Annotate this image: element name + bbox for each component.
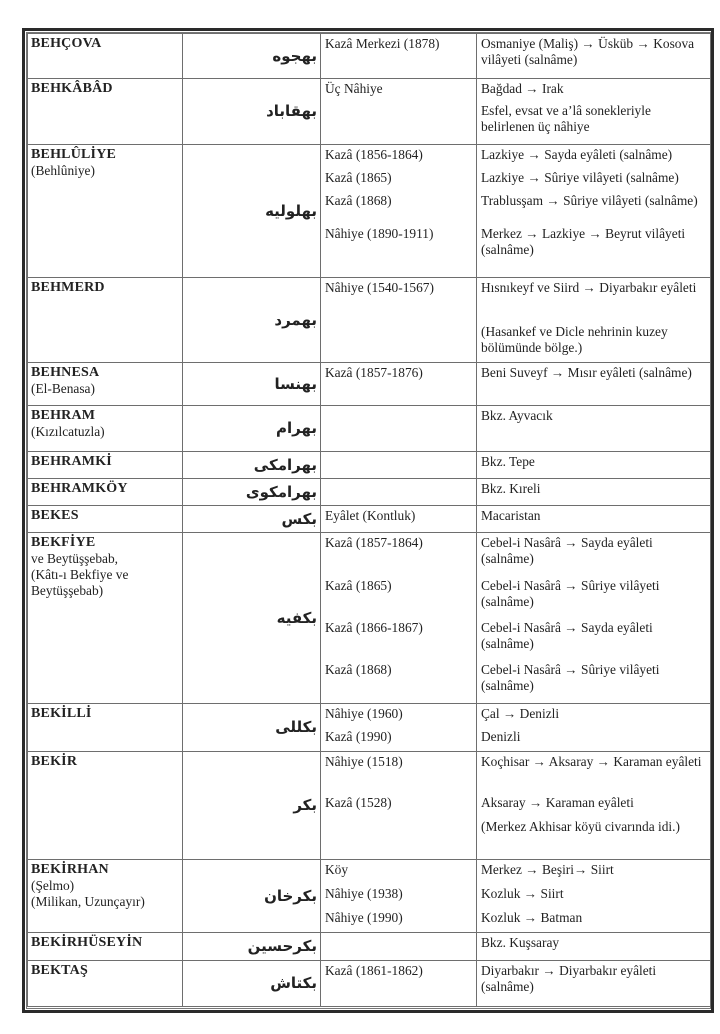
entry-name: BEHMERD bbox=[31, 280, 105, 295]
admin-status bbox=[321, 406, 476, 451]
entry-name: BEKFİYE bbox=[31, 535, 96, 550]
ottoman-name: بهرامكوى bbox=[245, 482, 317, 501]
location-cell bbox=[477, 79, 711, 145]
table-row bbox=[28, 752, 711, 860]
admin-status-cell bbox=[321, 79, 477, 145]
admin-status: Kazâ (1865) bbox=[325, 170, 392, 185]
entry-name-cell bbox=[28, 34, 183, 79]
location-cell bbox=[477, 34, 711, 79]
admin-status-cell bbox=[321, 961, 477, 1007]
location-description: Merkez → Beşiri→ Siirt bbox=[481, 862, 614, 877]
location-description: Bkz. Ayvacık bbox=[481, 408, 553, 423]
admin-status: Kazâ (1865) bbox=[325, 578, 392, 593]
entry-alternate-name: (Kâtı-ı Bekfiye ve Beytüşşebab) bbox=[31, 567, 129, 598]
location-cell bbox=[477, 145, 711, 278]
admin-status bbox=[321, 452, 476, 478]
entry-name: BEHRAMKİ bbox=[31, 454, 112, 469]
table-row bbox=[28, 533, 711, 704]
admin-status-cell bbox=[321, 533, 477, 704]
ottoman-name-cell bbox=[183, 363, 321, 406]
location-description: (Hasankef ve Dicle nehrinin kuzey bölümünde bölge.) bbox=[481, 324, 668, 355]
admin-status: Köy bbox=[325, 862, 349, 877]
location-description: Denizli bbox=[481, 729, 521, 744]
location-description: Cebel-i Nasârâ → Sayda eyâleti (salnâme) bbox=[481, 620, 653, 651]
admin-status-cell bbox=[321, 704, 477, 752]
entry-name: BEHLÛLİYE bbox=[31, 147, 117, 162]
ottoman-name-cell bbox=[183, 933, 321, 961]
admin-status-cell bbox=[321, 452, 477, 479]
entry-alternate-name: (Şelmo) bbox=[31, 878, 75, 893]
table-row bbox=[28, 278, 711, 363]
entry-name-cell bbox=[28, 452, 183, 479]
location-description: Lazkiye → Sayda eyâleti (salnâme) bbox=[481, 147, 673, 162]
location-description: Macaristan bbox=[481, 508, 541, 523]
entry-name-cell bbox=[28, 961, 183, 1007]
ottoman-name: بكتاش bbox=[270, 974, 317, 992]
ottoman-name-cell bbox=[183, 506, 321, 533]
admin-status: Kazâ (1866-1867) bbox=[325, 620, 423, 635]
location-description: Hısnıkeyf ve Siird → Diyarbakır eyâleti bbox=[481, 280, 697, 295]
table-row bbox=[28, 363, 711, 406]
location-cell bbox=[477, 278, 711, 363]
ottoman-name: بهرام bbox=[275, 419, 317, 437]
entry-alternate-name: (Behlûniye) bbox=[31, 163, 95, 178]
admin-status: Kazâ Merkezi (1878) bbox=[325, 36, 440, 51]
ottoman-name: بكللى bbox=[275, 718, 317, 736]
admin-status-cell bbox=[321, 145, 477, 278]
location-description: Bkz. Kıreli bbox=[481, 481, 541, 496]
entry-name-cell bbox=[28, 278, 183, 363]
ottoman-name-cell bbox=[183, 961, 321, 1007]
admin-status: Kazâ (1868) bbox=[325, 193, 392, 208]
table-row bbox=[28, 79, 711, 145]
ottoman-name: بهمرد bbox=[274, 310, 317, 329]
ottoman-name: بكرخان bbox=[264, 886, 317, 905]
table-row bbox=[28, 34, 711, 79]
location-description: Esfel, evsat ve a’lâ sonekleriyle belirlenen üç nâhiye bbox=[481, 103, 651, 134]
location-cell bbox=[477, 860, 711, 933]
location-description: Osmaniye (Maliş) → Üsküb → Kosova vilâyeti (salnâme) bbox=[481, 36, 695, 67]
entry-name-cell bbox=[28, 752, 183, 860]
location-description: Diyarbakır → Diyarbakır eyâleti (salnâme) bbox=[481, 963, 657, 994]
entry-name-cell bbox=[28, 704, 183, 752]
table-row bbox=[28, 145, 711, 278]
location-description: Aksaray → Karaman eyâleti bbox=[481, 795, 634, 810]
ottoman-name: بهقاباد bbox=[266, 102, 317, 120]
admin-status: Kazâ (1856-1864) bbox=[325, 147, 423, 162]
ottoman-name-cell bbox=[183, 278, 321, 363]
admin-status-cell bbox=[321, 406, 477, 452]
admin-status: Kazâ (1861-1862) bbox=[325, 963, 423, 978]
admin-status-cell bbox=[321, 278, 477, 363]
ottoman-name-cell bbox=[183, 145, 321, 278]
admin-status bbox=[321, 479, 476, 505]
admin-status-cell bbox=[321, 34, 477, 79]
location-cell bbox=[477, 961, 711, 1007]
ottoman-name: بهجوه bbox=[272, 46, 317, 65]
entry-name: BEHRAM bbox=[31, 408, 96, 423]
location-description: Koçhisar → Aksaray → Karaman eyâleti bbox=[481, 754, 702, 769]
admin-status: Nâhiye (1540-1567) bbox=[325, 280, 434, 295]
ottoman-name-cell bbox=[183, 704, 321, 752]
admin-status: Kazâ (1990) bbox=[325, 729, 392, 744]
entry-name: BEHKÂBÂD bbox=[31, 81, 113, 96]
table-body bbox=[28, 34, 711, 1007]
entry-alternate-name: (El-Benasa) bbox=[31, 381, 95, 396]
admin-status-cell bbox=[321, 933, 477, 961]
entry-name: BEHRAMKÖY bbox=[31, 481, 128, 496]
admin-status-cell bbox=[321, 860, 477, 933]
admin-status bbox=[321, 933, 476, 960]
admin-status bbox=[321, 322, 476, 362]
table-row bbox=[28, 860, 711, 933]
entry-name-cell bbox=[28, 479, 183, 506]
entry-name-cell bbox=[28, 860, 183, 933]
admin-status: Üç Nâhiye bbox=[325, 81, 383, 96]
location-cell bbox=[477, 363, 711, 406]
admin-status: Nâhiye (1990) bbox=[325, 910, 403, 925]
location-description: Bağdad → Irak bbox=[481, 81, 564, 96]
entry-name-cell bbox=[28, 533, 183, 704]
location-description: Çal → Denizli bbox=[481, 706, 560, 721]
entry-name: BEKİLLİ bbox=[31, 706, 92, 721]
location-description: Beni Suveyf → Mısır eyâleti (salnâme) bbox=[481, 365, 692, 380]
ottoman-name-cell bbox=[183, 533, 321, 704]
location-description: Bkz. Tepe bbox=[481, 454, 535, 469]
entry-name-cell bbox=[28, 79, 183, 145]
location-cell bbox=[477, 704, 711, 752]
admin-status: Kazâ (1528) bbox=[325, 795, 392, 810]
admin-status-cell bbox=[321, 479, 477, 506]
admin-status: Eyâlet (Kontluk) bbox=[325, 508, 416, 523]
ottoman-name-cell bbox=[183, 752, 321, 860]
table-row bbox=[28, 506, 711, 533]
location-description: Cebel-i Nasârâ → Sayda eyâleti (salnâme) bbox=[481, 535, 653, 566]
table-row bbox=[28, 961, 711, 1007]
ottoman-name-cell bbox=[183, 452, 321, 479]
location-description: Cebel-i Nasârâ → Sûriye vilâyeti (salnâme) bbox=[481, 662, 660, 693]
entry-name: BEKİR bbox=[31, 754, 78, 769]
location-cell bbox=[477, 479, 711, 506]
location-cell bbox=[477, 506, 711, 533]
ottoman-name-cell bbox=[183, 406, 321, 452]
location-description: Cebel-i Nasârâ → Sûriye vilâyeti (salnâme) bbox=[481, 578, 660, 609]
admin-status bbox=[321, 817, 476, 859]
ottoman-name: بكر bbox=[293, 796, 317, 814]
location-description: Kozluk → Siirt bbox=[481, 886, 564, 901]
entry-name: BEHNESA bbox=[31, 365, 100, 380]
location-cell bbox=[477, 406, 711, 452]
location-cell bbox=[477, 752, 711, 860]
location-description: Bkz. Kuşsaray bbox=[481, 935, 560, 950]
ottoman-name: بكفيه bbox=[276, 608, 317, 627]
location-description: (Merkez Akhisar köyü civarında idi.) bbox=[481, 819, 680, 834]
entry-name: BEKİRHÜSEYİN bbox=[31, 935, 143, 950]
admin-status: Nâhiye (1938) bbox=[325, 886, 403, 901]
location-description: Merkez → Lazkiye → Beyrut vilâyeti (salnâme) bbox=[481, 226, 686, 257]
admin-status-cell bbox=[321, 752, 477, 860]
location-description: Lazkiye → Sûriye vilâyeti (salnâme) bbox=[481, 170, 679, 185]
location-description: Kozluk → Batman bbox=[481, 910, 583, 925]
ottoman-name-cell bbox=[183, 479, 321, 506]
admin-status: Kazâ (1857-1864) bbox=[325, 535, 423, 550]
entry-name-cell bbox=[28, 933, 183, 961]
ottoman-name: بهنسا bbox=[274, 374, 317, 393]
entry-name-cell bbox=[28, 406, 183, 452]
admin-status: Kazâ (1868) bbox=[325, 662, 392, 677]
entry-alternate-name: (Kızılcatuzla) bbox=[31, 424, 105, 439]
entry-name: BEKES bbox=[31, 508, 79, 523]
location-description: Trablusşam → Sûriye vilâyeti (salnâme) bbox=[481, 193, 698, 208]
entry-name-cell bbox=[28, 363, 183, 406]
ottoman-name-cell bbox=[183, 34, 321, 79]
admin-status: Nâhiye (1890-1911) bbox=[325, 226, 434, 241]
ottoman-name: بكرحسين bbox=[247, 937, 317, 955]
admin-status: Nâhiye (1960) bbox=[325, 706, 403, 721]
admin-status: Nâhiye (1518) bbox=[325, 754, 403, 769]
admin-status bbox=[321, 101, 476, 143]
table-row bbox=[28, 479, 711, 506]
entry-name-cell bbox=[28, 145, 183, 278]
entry-name-cell bbox=[28, 506, 183, 533]
ottoman-name-cell bbox=[183, 79, 321, 145]
ottoman-name: بهلوليه bbox=[265, 201, 317, 220]
location-cell bbox=[477, 452, 711, 479]
entry-name: BEKİRHAN bbox=[31, 862, 109, 877]
admin-status-cell bbox=[321, 363, 477, 406]
admin-status: Kazâ (1857-1876) bbox=[325, 365, 423, 380]
entry-name: BEKTAŞ bbox=[31, 963, 88, 978]
table-row bbox=[28, 452, 711, 479]
ottoman-name: بهرامكى bbox=[253, 455, 317, 474]
entry-name: BEHÇOVA bbox=[31, 36, 102, 51]
location-cell bbox=[477, 933, 711, 961]
location-cell bbox=[477, 533, 711, 704]
table-row bbox=[28, 406, 711, 452]
admin-status-cell bbox=[321, 506, 477, 533]
table-row bbox=[28, 933, 711, 961]
gazetteer-table bbox=[27, 33, 711, 1007]
ottoman-name: بكس bbox=[281, 509, 317, 528]
entry-alternate-name: (Milikan, Uzunçayır) bbox=[31, 894, 145, 909]
ottoman-name-cell bbox=[183, 860, 321, 933]
entry-alternate-name: ve Beytüşşebab, bbox=[31, 551, 119, 566]
table-row bbox=[28, 704, 711, 752]
